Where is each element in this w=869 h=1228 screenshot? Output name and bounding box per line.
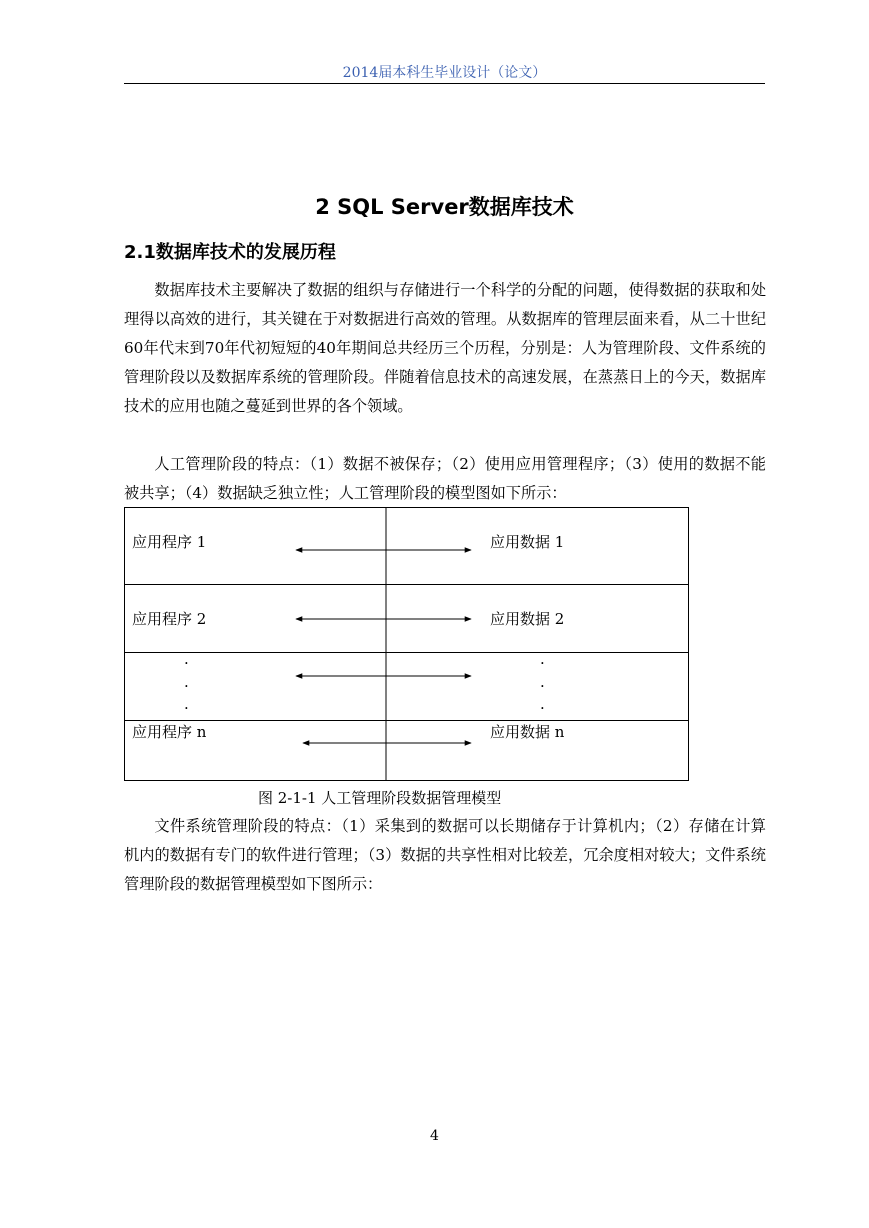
data-label-1: 应用数据 1	[490, 533, 565, 551]
program-label-2: 应用程序 2	[132, 610, 207, 628]
page-number: 4	[430, 1128, 439, 1144]
paragraph-manual-stage: 人工管理阶段的特点：（1）数据不被保存；（2）使用应用管理程序；（3）使用的数据不能被共享；（4）数据缺乏独立性；人工管理阶段的模型图如下所示：	[124, 455, 766, 502]
program-ellipsis-dot: ·	[184, 654, 189, 672]
paragraph-history: 数据库技术主要解决了数据的组织与存储进行一个科学的分配的问题，使得数据的获取和处理得以高效的进行，其关键在于对数据进行高效的管理。从数据库的管理层面来看，从二十世纪60年代末到70年代初短短的40年期间总共经历三个历程，分别是：人为管理阶段、文件系统的管理阶段以及数据库系统的管理阶段。伴随着信息技术的高速发展，在蒸蒸日上的今天，数据库技术的应用也随之蔓延到世界的各个领域。	[124, 281, 766, 415]
program-ellipsis-dot: ·	[184, 677, 189, 695]
chapter-title: 2 SQL Server数据库技术	[315, 195, 574, 219]
data-ellipsis-dot: ·	[540, 677, 545, 695]
data-label-n: 应用数据 n	[490, 723, 565, 741]
program-label-1: 应用程序 1	[132, 533, 207, 551]
program-ellipsis-dot: ·	[184, 699, 189, 717]
section-title: 2.1数据库技术的发展历程	[124, 242, 336, 263]
program-label-n: 应用程序 n	[132, 723, 207, 741]
header-rule	[124, 83, 765, 84]
paragraph-file-system-stage: 文件系统管理阶段的特点：（1）采集到的数据可以长期储存于计算机内；（2）存储在计算机内的数据有专门的软件进行管理；（3）数据的共享性相对比较差，冗余度相对较大；文件系统管理阶段的数据管理模型如下图所示：	[124, 817, 766, 893]
data-ellipsis-dot: ·	[540, 699, 545, 717]
diagram-frame	[125, 508, 689, 781]
manual-management-diagram	[124, 507, 689, 781]
data-ellipsis-dot: ·	[540, 654, 545, 672]
figure-caption: 图 2-1-1 人工管理阶段数据管理模型	[258, 789, 502, 807]
running-header: 2014届本科生毕业设计（论文）	[342, 65, 547, 81]
data-label-2: 应用数据 2	[490, 610, 565, 628]
